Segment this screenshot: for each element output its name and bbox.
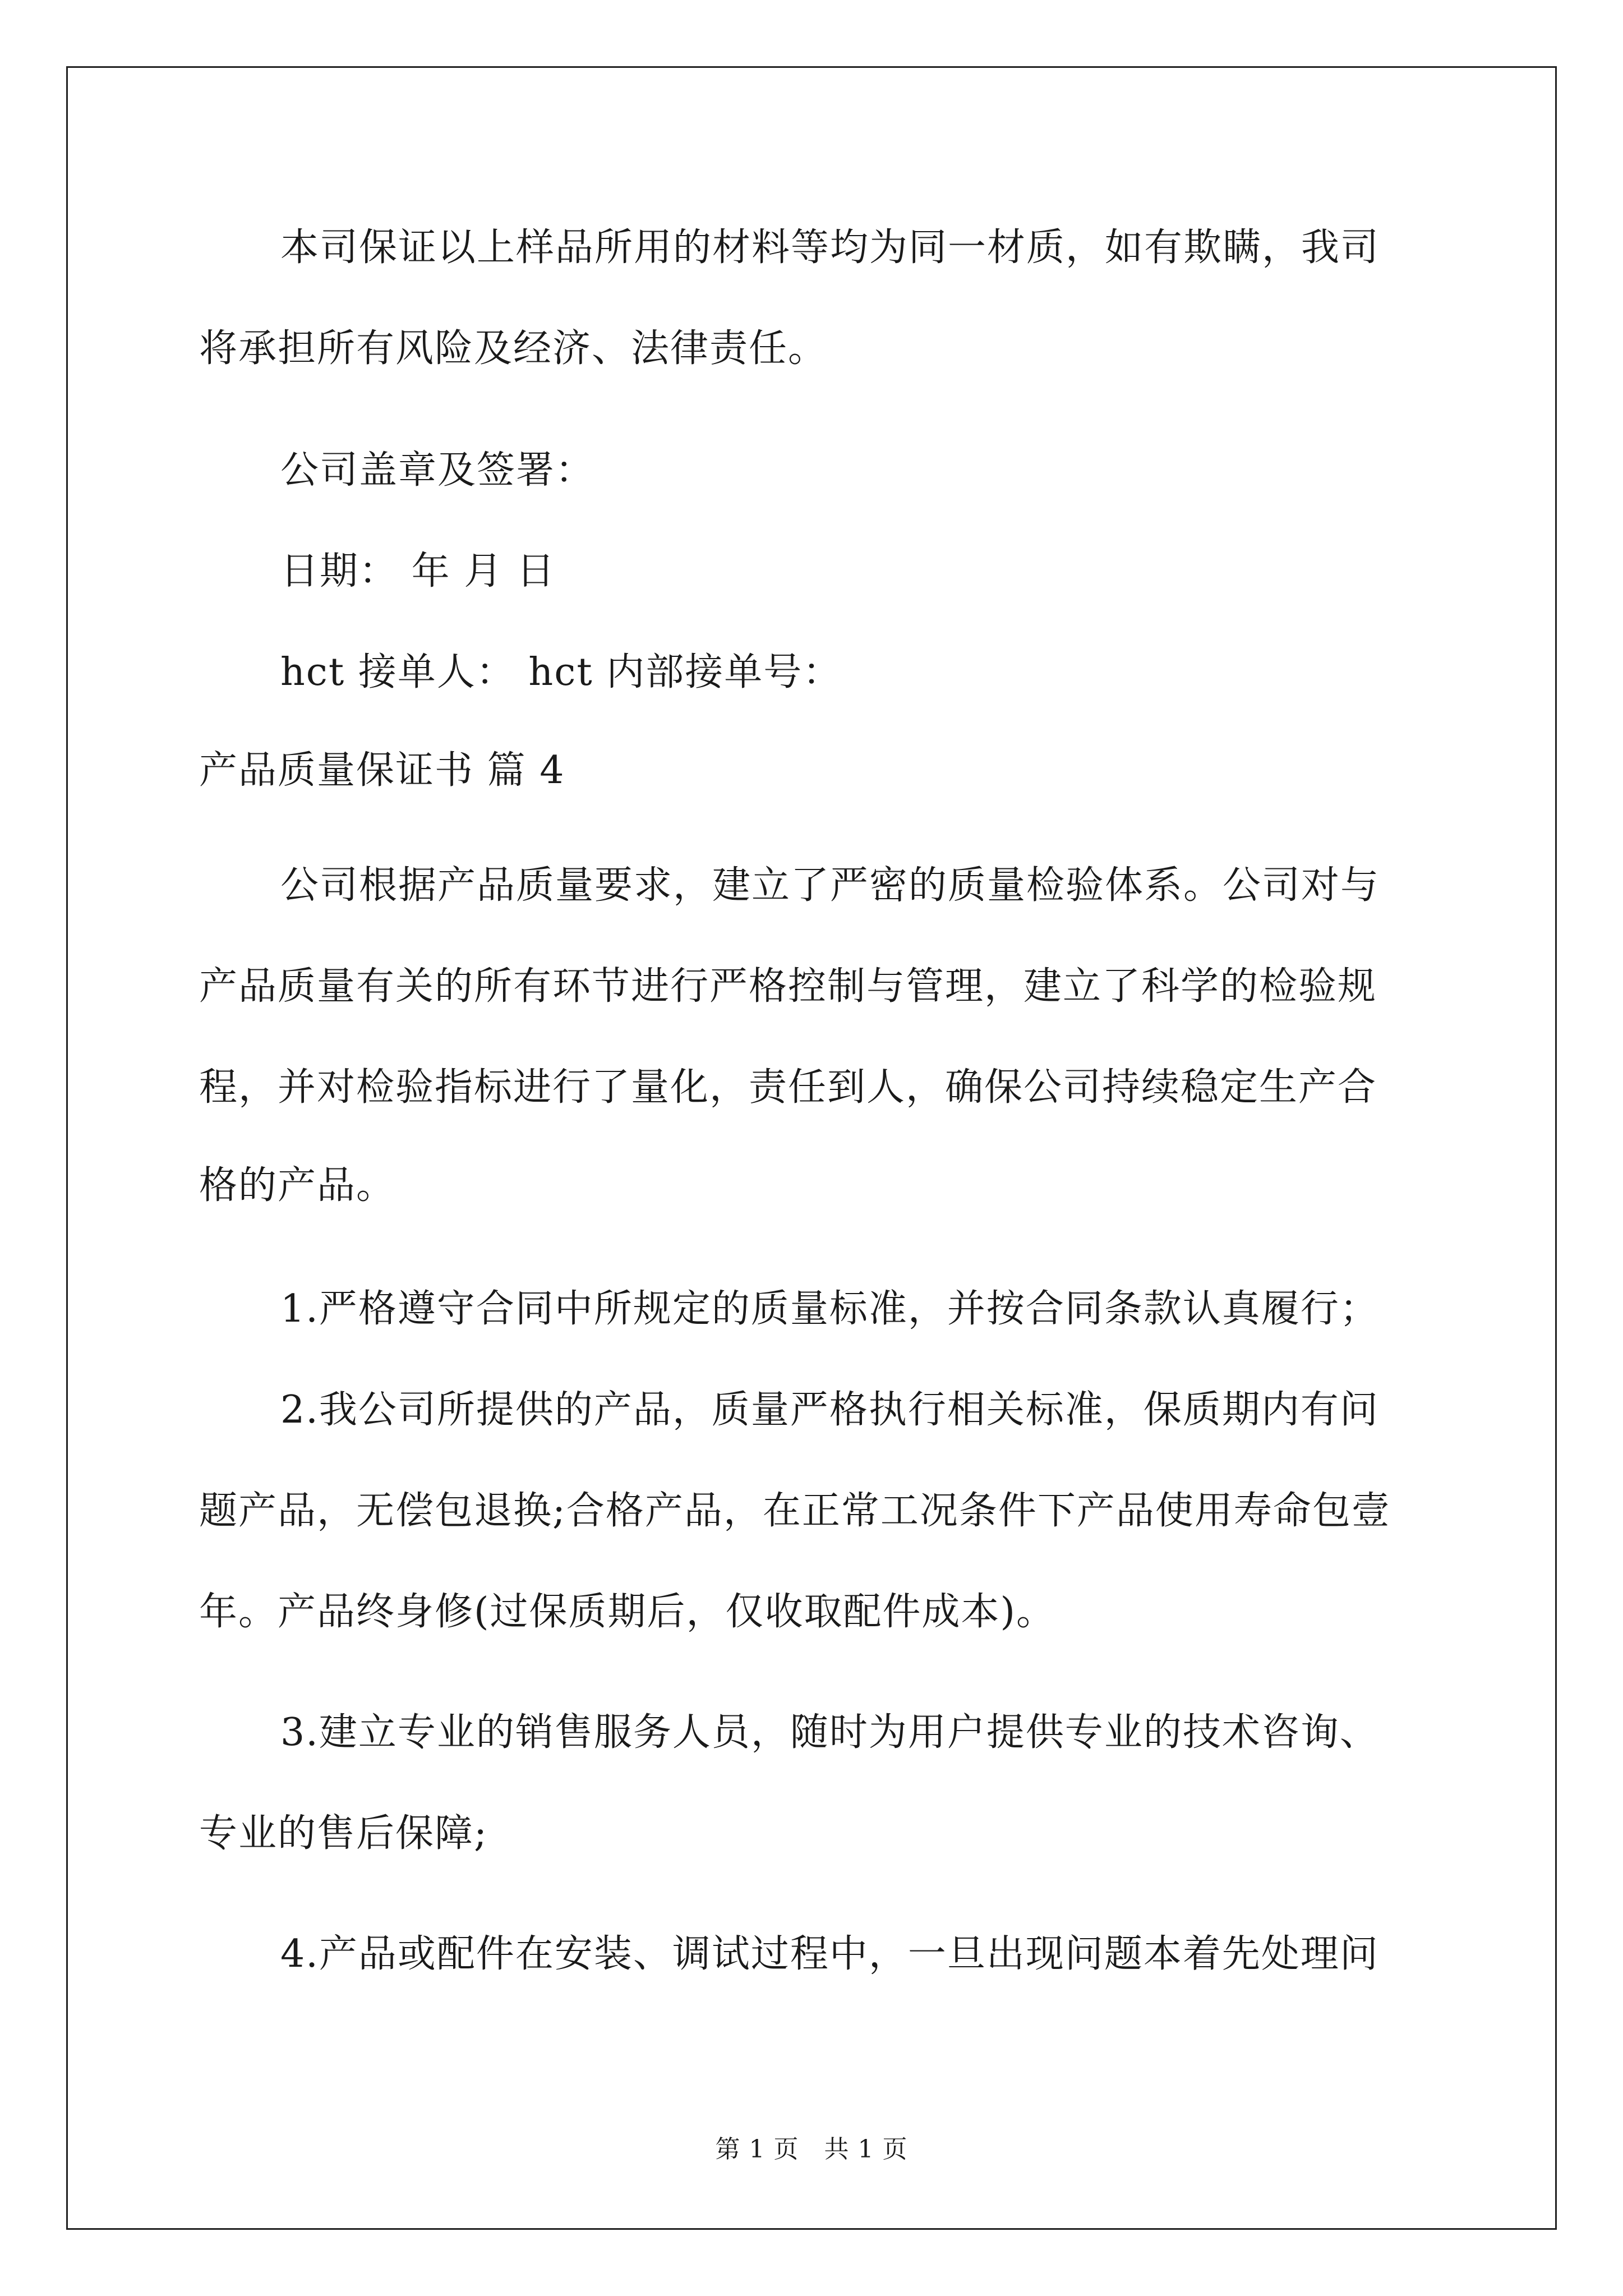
paragraph-line: 格的产品。 bbox=[199, 1163, 396, 1208]
paragraph-line: 本司保证以上样品所用的材料等均为同一材质，如有欺瞒，我司 bbox=[280, 226, 1380, 270]
page-border bbox=[66, 66, 1557, 2230]
paragraph-line: 题产品，无偿包退换;合格产品，在正常工况条件下产品使用寿命包壹 bbox=[199, 1489, 1391, 1533]
list-item: 4.产品或配件在安装、调试过程中，一旦出现问题本着先处理问 bbox=[280, 1932, 1379, 1976]
paragraph-line: 产品质量有关的所有环节进行严格控制与管理，建立了科学的检验规 bbox=[199, 964, 1377, 1009]
section-heading: 产品质量保证书 篇 4 bbox=[199, 748, 565, 793]
date-label: 日期： 年 月 日 bbox=[280, 549, 556, 593]
list-item: 3.建立专业的销售服务人员，随时为用户提供专业的技术咨询、 bbox=[280, 1710, 1379, 1755]
list-item: 2.我公司所提供的产品，质量严格执行相关标准，保质期内有问 bbox=[280, 1388, 1379, 1432]
list-item: 1.严格遵守合同中所规定的质量标准，并按合同条款认真履行； bbox=[280, 1287, 1379, 1331]
signature-label: 公司盖章及签署： bbox=[280, 448, 595, 493]
paragraph-line: 专业的售后保障; bbox=[199, 1811, 488, 1856]
order-receiver-label: hct 接单人： hct 内部接单号： bbox=[280, 650, 842, 694]
paragraph-line: 公司根据产品质量要求，建立了严密的质量检验体系。公司对与 bbox=[280, 863, 1380, 908]
paragraph-line: 程，并对检验指标进行了量化，责任到人，确保公司持续稳定生产合 bbox=[199, 1065, 1377, 1110]
page-number-footer: 第 1 页 共 1 页 bbox=[715, 2135, 908, 2164]
paragraph-line: 年。产品终身修(过保质期后，仅收取配件成本)。 bbox=[199, 1590, 1056, 1634]
paragraph-line: 将承担所有风险及经济、法律责任。 bbox=[199, 326, 828, 371]
